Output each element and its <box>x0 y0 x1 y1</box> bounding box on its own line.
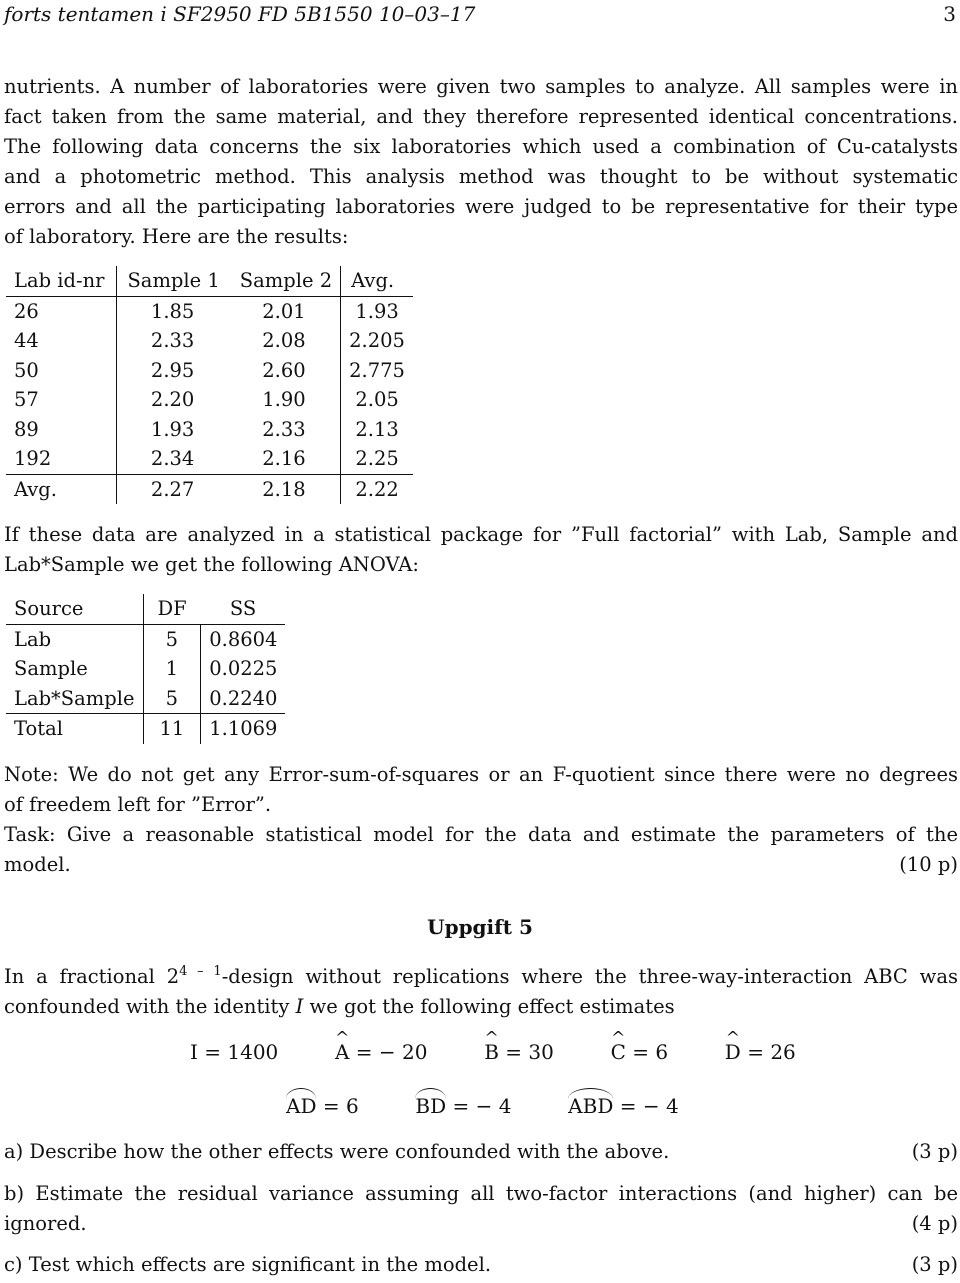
part-b-points: (4 p) <box>911 1212 958 1235</box>
text-fragment: confounded with the identity <box>4 995 296 1018</box>
section-heading: Uppgift 5 <box>427 915 533 939</box>
cell: 2.20 <box>117 385 228 415</box>
table-row <box>6 385 413 415</box>
text-line <box>4 992 958 1022</box>
anova-table <box>6 594 285 744</box>
cell: 2.16 <box>228 444 341 474</box>
cell: Lab <box>14 627 52 651</box>
cell: 1.1069 <box>201 714 286 744</box>
table-row <box>6 654 285 684</box>
effect-value: = 6 <box>316 1094 359 1118</box>
text-fragment: -design without replications where the three-way-interaction ABC was <box>221 965 958 988</box>
part-c-points: (3 p) <box>911 1253 958 1276</box>
cell: 2.60 <box>262 358 306 382</box>
part-a <box>4 1137 958 1167</box>
cell: 0.0225 <box>201 654 286 684</box>
cell: 0.2240 <box>201 684 286 714</box>
cell: 2.33 <box>117 326 228 356</box>
table-row <box>6 444 413 474</box>
effect-symbol: ^ A <box>335 1040 349 1064</box>
cell: 2.34 <box>117 444 228 474</box>
part-c-text: c) Test which effects are significant in the model. <box>4 1253 492 1276</box>
cell: 2.95 <box>117 356 228 386</box>
text-line: errors and all the participating laboratories were judged to be representative for their type <box>4 195 958 218</box>
interaction-effects-row <box>286 1094 679 1118</box>
text-line: of laboratory. Here are the results: <box>4 225 349 248</box>
effect-abd <box>568 1094 679 1118</box>
col-header: Sample 1 <box>117 266 228 296</box>
col-header: DF <box>143 594 201 624</box>
part-b-text: ignored. <box>4 1212 87 1235</box>
text-line: and a photometric method. This analysis method was thought to be without systematic <box>4 165 958 188</box>
text-line: The following data concerns the six laboratories which used a combination of Cu-catalysts <box>4 135 958 158</box>
text-line: Lab*Sample we get the following ANOVA: <box>4 553 419 576</box>
cell: 44 <box>14 329 39 352</box>
text-fragment: we got the following effect estimates <box>303 995 675 1018</box>
text-line: nutrients. A number of laboratories were given two samples to analyze. All samples were in <box>4 75 958 98</box>
cell: 2.18 <box>262 477 306 501</box>
effect-value: = 6 <box>625 1040 669 1064</box>
effect-d <box>725 1040 796 1064</box>
cell: 2.13 <box>341 415 413 445</box>
col-header: Avg. <box>341 266 413 296</box>
cell: 2.33 <box>262 417 306 441</box>
cell: 5 <box>143 684 201 714</box>
effect-a <box>335 1040 428 1064</box>
col-header: Sample 2 <box>228 266 341 296</box>
note-paragraph <box>4 760 958 880</box>
cell: Lab*Sample <box>6 684 143 714</box>
main-effects-row <box>190 1040 796 1064</box>
effect-symbol: ABD <box>568 1094 614 1118</box>
anova-intro <box>4 520 958 580</box>
effect-b <box>484 1040 554 1064</box>
intro-paragraph <box>4 72 958 252</box>
cell: 89 <box>14 417 39 441</box>
uppgift5-intro <box>4 957 958 1022</box>
cell: Total <box>14 717 63 740</box>
part-a-points: (3 p) <box>911 1140 958 1163</box>
cell: 11 <box>143 714 201 744</box>
task-text: model. <box>4 853 71 876</box>
table-header-row <box>6 266 413 296</box>
part-c <box>4 1250 958 1280</box>
text-line <box>4 957 958 992</box>
col-header: Source <box>6 594 143 624</box>
cell: 2.01 <box>262 299 306 323</box>
part-b-text: b) Estimate the residual variance assuming all two-factor interactions (and higher) can be <box>4 1182 958 1205</box>
table-row <box>6 326 413 356</box>
table-avg-row <box>6 474 413 504</box>
cell: 57 <box>14 388 39 411</box>
text-fragment: In a fractional 2 <box>4 965 180 988</box>
page-number: 3 <box>943 2 956 26</box>
cell: 2.25 <box>341 444 413 474</box>
cell: 1.93 <box>341 296 413 326</box>
part-b <box>4 1179 958 1239</box>
header-title: forts tentamen i SF2950 FD 5B1550 10–03–17 <box>4 2 476 26</box>
cell: 26 <box>14 299 39 323</box>
effect-value: = 30 <box>498 1040 554 1064</box>
effect-symbol: ^ D <box>725 1040 741 1064</box>
cell: 2.08 <box>262 329 306 352</box>
cell: 0.8604 <box>201 624 286 654</box>
cell: Avg. <box>14 477 57 501</box>
text-line: of freedem left for ”Error”. <box>4 793 272 816</box>
page-header <box>4 0 956 30</box>
cell: 1.90 <box>262 388 306 411</box>
cell: 2.22 <box>341 474 413 504</box>
cell: 1.93 <box>117 415 228 445</box>
task-last-line <box>4 850 958 880</box>
effect-symbol: BD <box>415 1094 447 1118</box>
text-line: If these data are analyzed in a statistical package for ”Full factorial” with Lab, Sample and <box>4 523 958 546</box>
effect-value: = − 4 <box>446 1094 512 1118</box>
table-row <box>6 624 285 654</box>
cell: Sample <box>14 657 88 680</box>
effect-identity: I = 1400 <box>190 1040 279 1064</box>
effect-value: = 26 <box>740 1040 796 1064</box>
cell: 1.85 <box>117 296 228 326</box>
cell: 192 <box>6 444 117 474</box>
effect-value: = − 4 <box>613 1094 679 1118</box>
cell: 2.27 <box>117 474 228 504</box>
col-header: SS <box>201 594 286 624</box>
col-header: Lab id-nr <box>6 266 117 296</box>
table-header-row <box>6 594 285 624</box>
effect-bd <box>415 1094 511 1118</box>
table-total-row <box>6 714 285 744</box>
lab-results-table <box>6 266 413 504</box>
cell: 50 <box>14 358 39 382</box>
exponent: 4 – 1 <box>179 964 222 979</box>
table-row <box>6 296 413 326</box>
cell: 2.205 <box>341 326 413 356</box>
table-row <box>6 356 413 386</box>
effect-c <box>611 1040 669 1064</box>
identity-symbol: I <box>295 995 304 1018</box>
effect-symbol: ^ B <box>484 1040 499 1064</box>
cell: 5 <box>143 624 201 654</box>
text-line: Note: We do not get any Error-sum-of-squares or an F-quotient since there were no degrees <box>4 763 958 786</box>
part-a-text: a) Describe how the other effects were confounded with the above. <box>4 1140 670 1163</box>
cell: 2.775 <box>341 356 413 386</box>
effect-ad <box>286 1094 359 1118</box>
task-line: Task: Give a reasonable statistical model for the data and estimate the parameters of the <box>4 823 958 846</box>
text-line: fact taken from the same material, and they therefore represented identical concentrations. <box>4 105 958 128</box>
effect-symbol: ^ C <box>611 1040 626 1064</box>
effect-value: = − 20 <box>349 1040 428 1064</box>
table-row <box>6 415 413 445</box>
cell: 2.05 <box>341 385 413 415</box>
effect-symbol: AD <box>286 1094 317 1118</box>
task-points: (10 p) <box>899 853 958 876</box>
table-row <box>6 684 285 714</box>
cell: 1 <box>143 654 201 684</box>
